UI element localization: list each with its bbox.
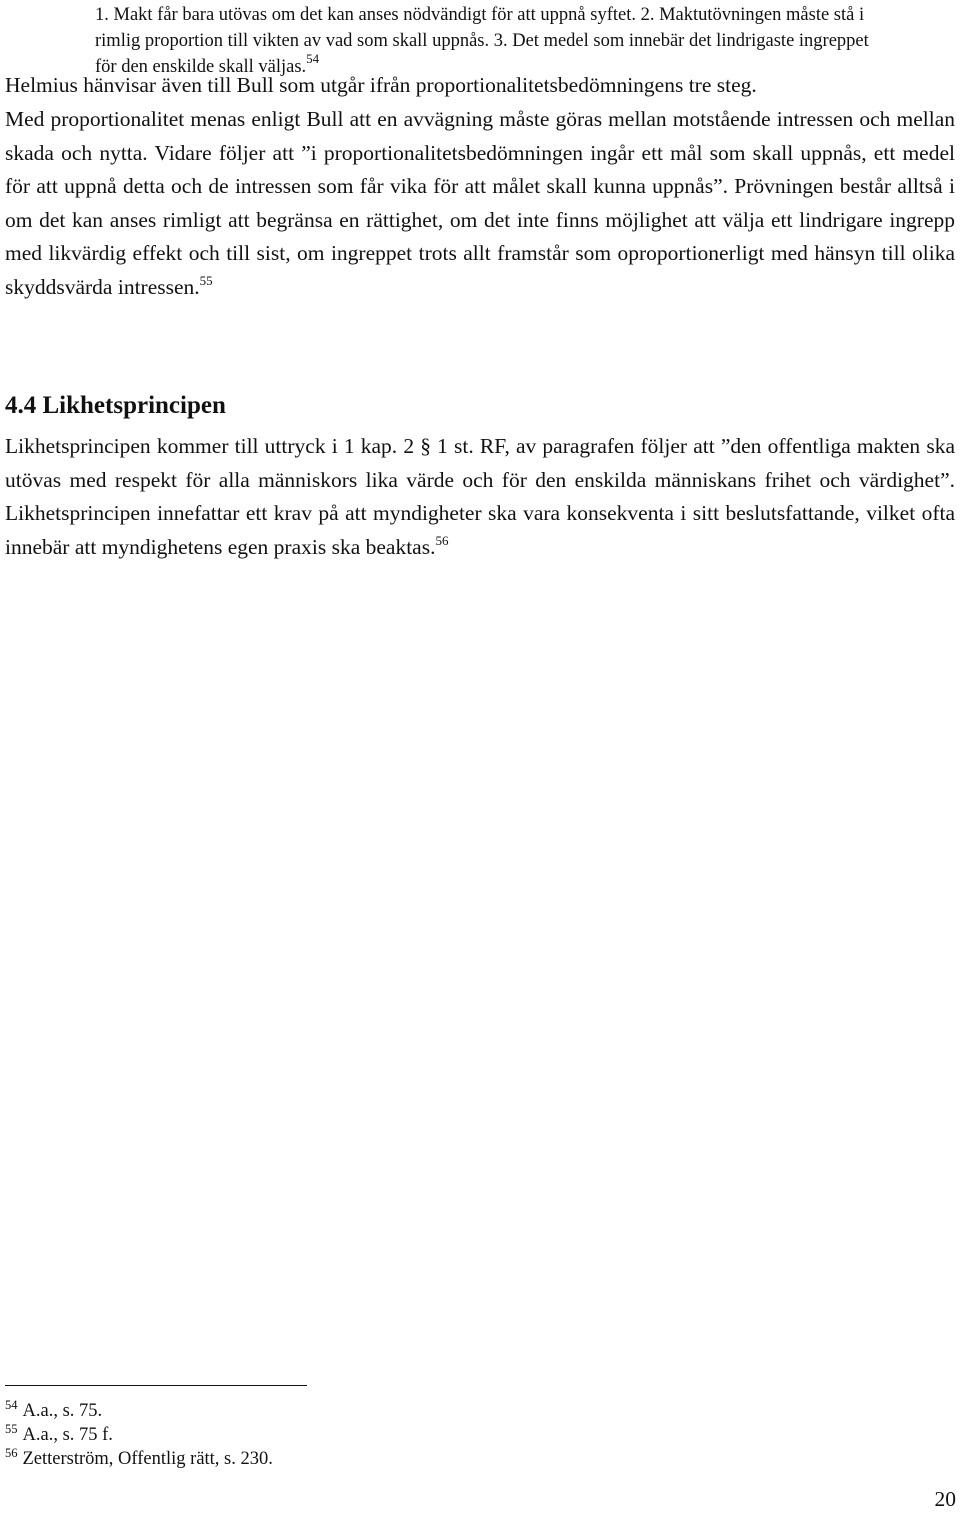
footnote-number: 55 (5, 1422, 18, 1436)
footnote-number: 54 (5, 1398, 18, 1412)
paragraph-text: Med proportionalitet menas enligt Bull att en avvägning måste göras mellan motstående intressen och mellan skada och nytta. Vidare följer att ”i proportionalitetsbedömningen ingår ett mål som skall uppnås, ett medel för att uppnå detta och de intressen som får vika för att målet skall kunna uppnås”. Prövningen består alltså i om det kan anses rimligt att begränsa en rättighet, om det inte finns möjlighet att välja ett lindrigare ingrepp med likvärdig effekt och till sist, om ingreppet trots allt framstår som oproportionerligt med hänsyn till olika skyddsvärda intressen. (5, 107, 955, 299)
section-heading: 4.4 Likhetsprincipen (5, 392, 226, 419)
footnote-text: Zetterström, Offentlig rätt, s. 230. (22, 1449, 273, 1469)
footnote-item (5, 1423, 273, 1447)
paragraph-text: Likhetsprincipen kommer till uttryck i 1 kap. 2 § 1 st. RF, av paragrafen följer att ”den offentliga makten ska utövas med respekt för alla människors lika värde och för den enskilda människans frihet och värdighet”. Likhetsprincipen innefattar ett krav på att myndigheter ska vara konsekventa i sitt beslutsfattande, vilket ofta innebär att myndighetens egen praxis ska beaktas. (5, 434, 955, 559)
paragraph-proportionality (5, 103, 955, 304)
footnote-text: A.a., s. 75. (22, 1401, 103, 1421)
paragraph-text: Helmius hänvisar även till Bull som utgår ifrån proportionalitetsbedömningens tre steg. (5, 73, 757, 97)
page-number: 20 (934, 1487, 956, 1511)
footnote-item (5, 1447, 273, 1471)
footnote-list (5, 1399, 273, 1471)
footnote-ref-55: 55 (199, 272, 213, 288)
footnote-item (5, 1399, 273, 1423)
block-quote-text: 1. Makt får bara utövas om det kan anses nödvändigt för att uppnå syftet. 2. Maktutövningen måste stå i rimlig proportion till vikten av vad som skall uppnås. 3. Det medel som innebär det lindrigaste ingreppet för den enskilde skall väljas. (95, 5, 869, 77)
footnote-text: A.a., s. 75 f. (22, 1425, 113, 1445)
footnote-separator (5, 1385, 307, 1386)
paragraph-bull-intro (5, 69, 955, 103)
paragraph-equality-principle (5, 430, 955, 564)
footnote-number: 56 (5, 1446, 18, 1460)
footnote-ref-54: 54 (306, 51, 320, 66)
footnote-ref-56: 56 (435, 532, 449, 548)
